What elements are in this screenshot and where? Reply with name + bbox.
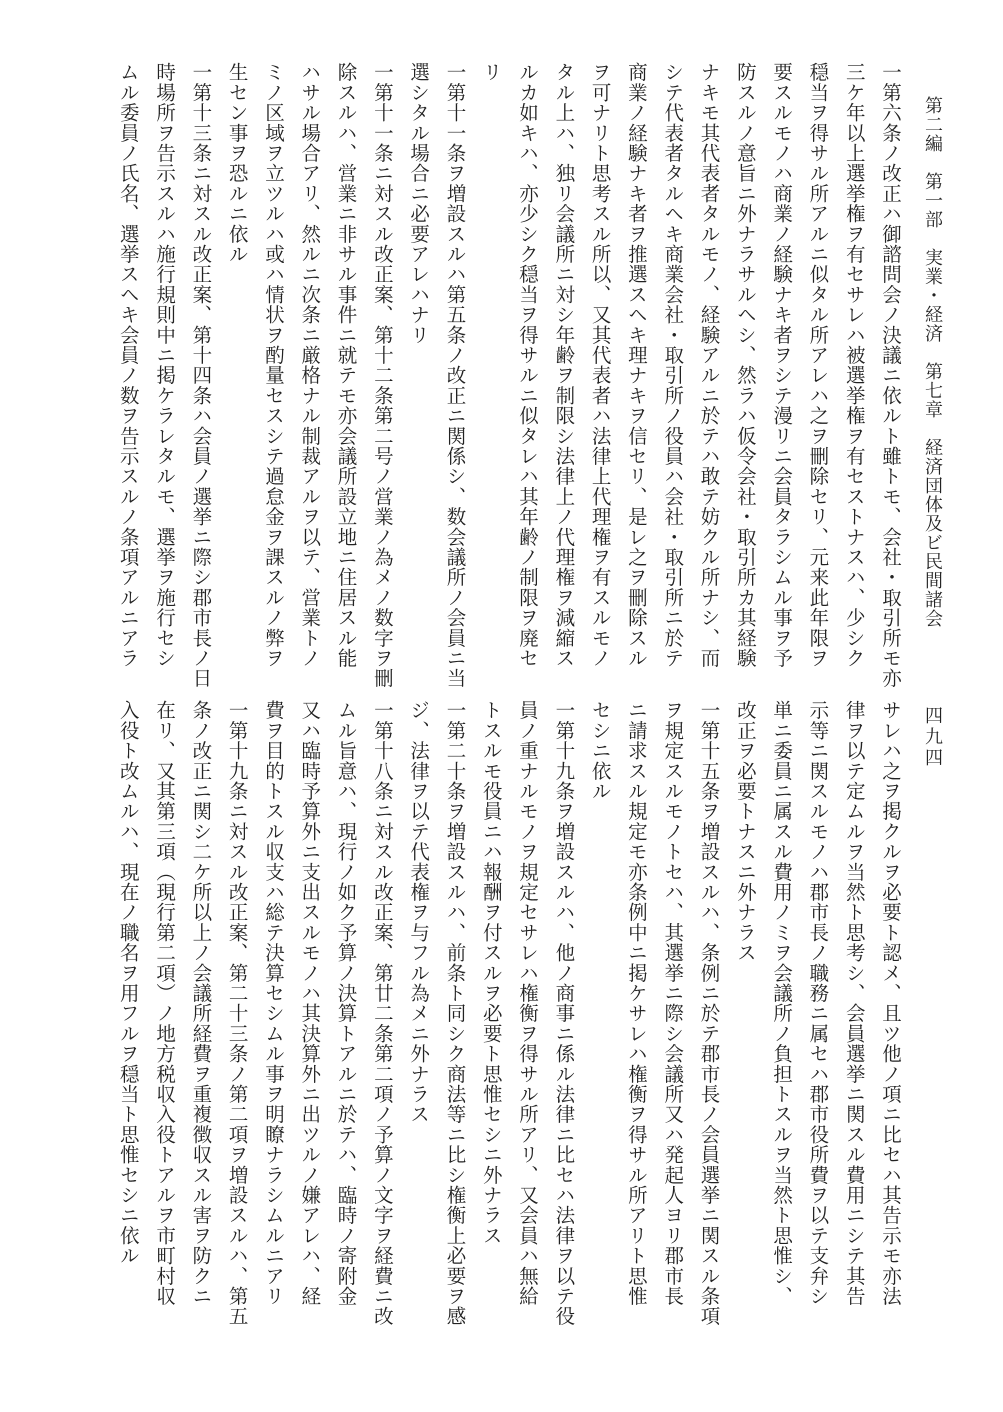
text-line: 改正ヲ必要トナスニ外ナラス [733,700,757,963]
upper-text-block [116,62,908,689]
text-line: 員ノ重ナルモノヲ規定セサレハ権衡ヲ得サル所アリ、又会員ハ無給 [516,700,540,1306]
text-line: 一第十九条ニ対スル改正案、第二十三条ノ第二項ヲ増設スルハ、第五 [225,700,249,1327]
text-line: 防スルノ意旨ニ外ナラサルヘシ、然ラハ仮令会社・取引所カ其経験 [733,62,757,668]
text-line: 時場所ヲ告示スルハ施行規則中ニ掲ケラレタルモ、選挙ヲ施行セシ [153,62,177,668]
text-line: ヲ可ナリト思考スル所以、又其代表者ハ法律上代理権ヲ有スルモノ [588,62,612,668]
text-line: 一第六条ノ改正ハ御諮問会ノ決議ニ依ルト雖トモ、会社・取引所モ亦 [879,62,902,689]
text-line: 一第十五条ヲ増設スルハ、条例ニ於テ郡市長ノ会員選挙ニ関スル条項 [697,700,721,1327]
text-line: 一第十三条ニ対スル改正案、第十四条ハ会員ノ選挙ニ際シ郡市長ノ日 [189,62,213,689]
page-number: 四九四 [922,706,943,769]
text-line: 一第二十条ヲ増設スルハ、前条ト同シク商法等ニ比シ権衡上必要ヲ感 [443,700,467,1327]
text-line: ナキモ其代表者タルモノ、経験アルニ於テハ敢テ妨クル所ナシ、而 [697,62,721,668]
text-line: 一第十九条ヲ増設スルハ、他ノ商事ニ係ル法律ニ比セハ法律ヲ以テ役 [552,700,576,1327]
text-line: ジ、法律ヲ以テ代表権ヲ与フル為メニ外ナラス [407,700,431,1125]
text-line: 条ノ改正ニ関シ二ケ所以上ノ会議所経費ヲ重複徴収スル害ヲ防クニ [189,700,213,1306]
text-line: 在リ、又其第三項（現行第二項）ノ地方税収入役トアルヲ市町村収 [153,700,177,1306]
text-line: 費ヲ目的トスル収支ハ総テ決算セシムル事ヲ明瞭ナラシムルニアリ [261,700,285,1306]
lower-text-block [116,700,908,1327]
text-line: 一第十八条ニ対スル改正案、第廿二条第二項ノ予算ノ文字ヲ経費ニ改 [370,700,394,1327]
text-line: 商業ノ経験ナキ者ヲ推選スヘキ理ナキヲ信セリ、是レ之ヲ刪除スル [624,62,648,668]
text-line: 生セン事ヲ恐ルニ依ル [225,62,249,264]
text-line: 入役ト改ムルハ、現在ノ職名ヲ用フルヲ穏当ト思惟セシニ依ル [116,700,140,1266]
running-header: 第二編 第一部 実業・経済 第七章 経済団体及ビ民間諸会 [922,96,943,628]
text-line: ミノ区域ヲ立ツルハ或ハ情状ヲ酌量セスシテ過怠金ヲ課スルノ弊ヲ [261,62,285,668]
text-line: 単ニ委員ニ属スル費用ノミヲ会議所ノ負担トスルヲ当然ト思惟シ、 [770,700,794,1306]
text-line: ムル委員ノ氏名、選挙スヘキ会員ノ数ヲ告示スルノ条項アルニアラ [116,62,140,668]
text-line: 律ヲ以テ定ムルヲ当然ト思考シ、会員選挙ニ関スル費用ニシテ其告 [842,700,866,1306]
text-line: 穏当ヲ得サル所アルニ似タル所アレハ之ヲ刪除セリ、元来此年限ヲ [806,62,830,668]
text-line: サレハ之ヲ掲クルヲ必要ト認メ、且ツ他ノ項ニ比セハ其告示モ亦法 [879,700,902,1306]
text-line: 選シタル場合ニ必要アレハナリ [407,62,431,345]
text-line: 一第十一条ヲ増設スルハ第五条ノ改正ニ関係シ、数会議所ノ会員ニ当 [443,62,467,689]
text-line: 除スルハ、営業ニ非サル事件ニ就テモ亦会議所設立地ニ住居スル能 [334,62,358,669]
text-line: 又ハ臨時予算外ニ支出スルモノハ其決算外ニ出ツルノ嫌アレハ、経 [298,700,322,1306]
text-line: ヲ規定スルモノトセハ、其選挙ニ際シ会議所又ハ発起人ヨリ郡市長 [661,700,685,1306]
text-line: ムル旨意ハ、現行ノ如ク予算ノ決算トアルニ於テハ、臨時ノ寄附金 [334,700,358,1306]
text-line: トスルモ役員ニハ報酬ヲ付スルヲ必要ト思惟セシニ外ナラス [479,700,503,1246]
text-line: セシニ依ル [588,700,612,801]
text-line: 三ケ年以上選挙権ヲ有セサレハ被選挙権ヲ有セストナスハ、少シク [842,62,866,668]
text-line: リ [479,62,503,83]
text-line: ハサル場合アリ、然ルニ次条ニ厳格ナル制裁アルヲ以テ、営業トノ [298,62,322,668]
text-line: シテ代表者タルヘキ商業会社・取引所ノ役員ハ会社・取引所ニ於テ [661,62,685,668]
text-line: 示等ニ関スルモノハ郡市長ノ職務ニ属セハ郡市役所費ヲ以テ支弁シ [806,700,830,1306]
text-line: 要スルモノハ商業ノ経験ナキ者ヲシテ漫リニ会員タラシムル事ヲ予 [770,62,794,668]
text-line: ルカ如キハ、亦少シク穏当ヲ得サルニ似タレハ其年齢ノ制限ヲ廃セ [516,62,540,668]
text-line: 一第十一条ニ対スル改正案、第十二条第二号ノ営業ノ為メノ数字ヲ刪 [370,62,394,689]
text-line: ニ請求スル規定モ亦条例中ニ掲ケサレハ権衡ヲ得サル所アリト思惟 [624,700,648,1306]
text-line: タル上ハ、独リ会議所ニ対シ年齢ヲ制限シ法律上ノ代理権ヲ減縮ス [552,62,576,668]
